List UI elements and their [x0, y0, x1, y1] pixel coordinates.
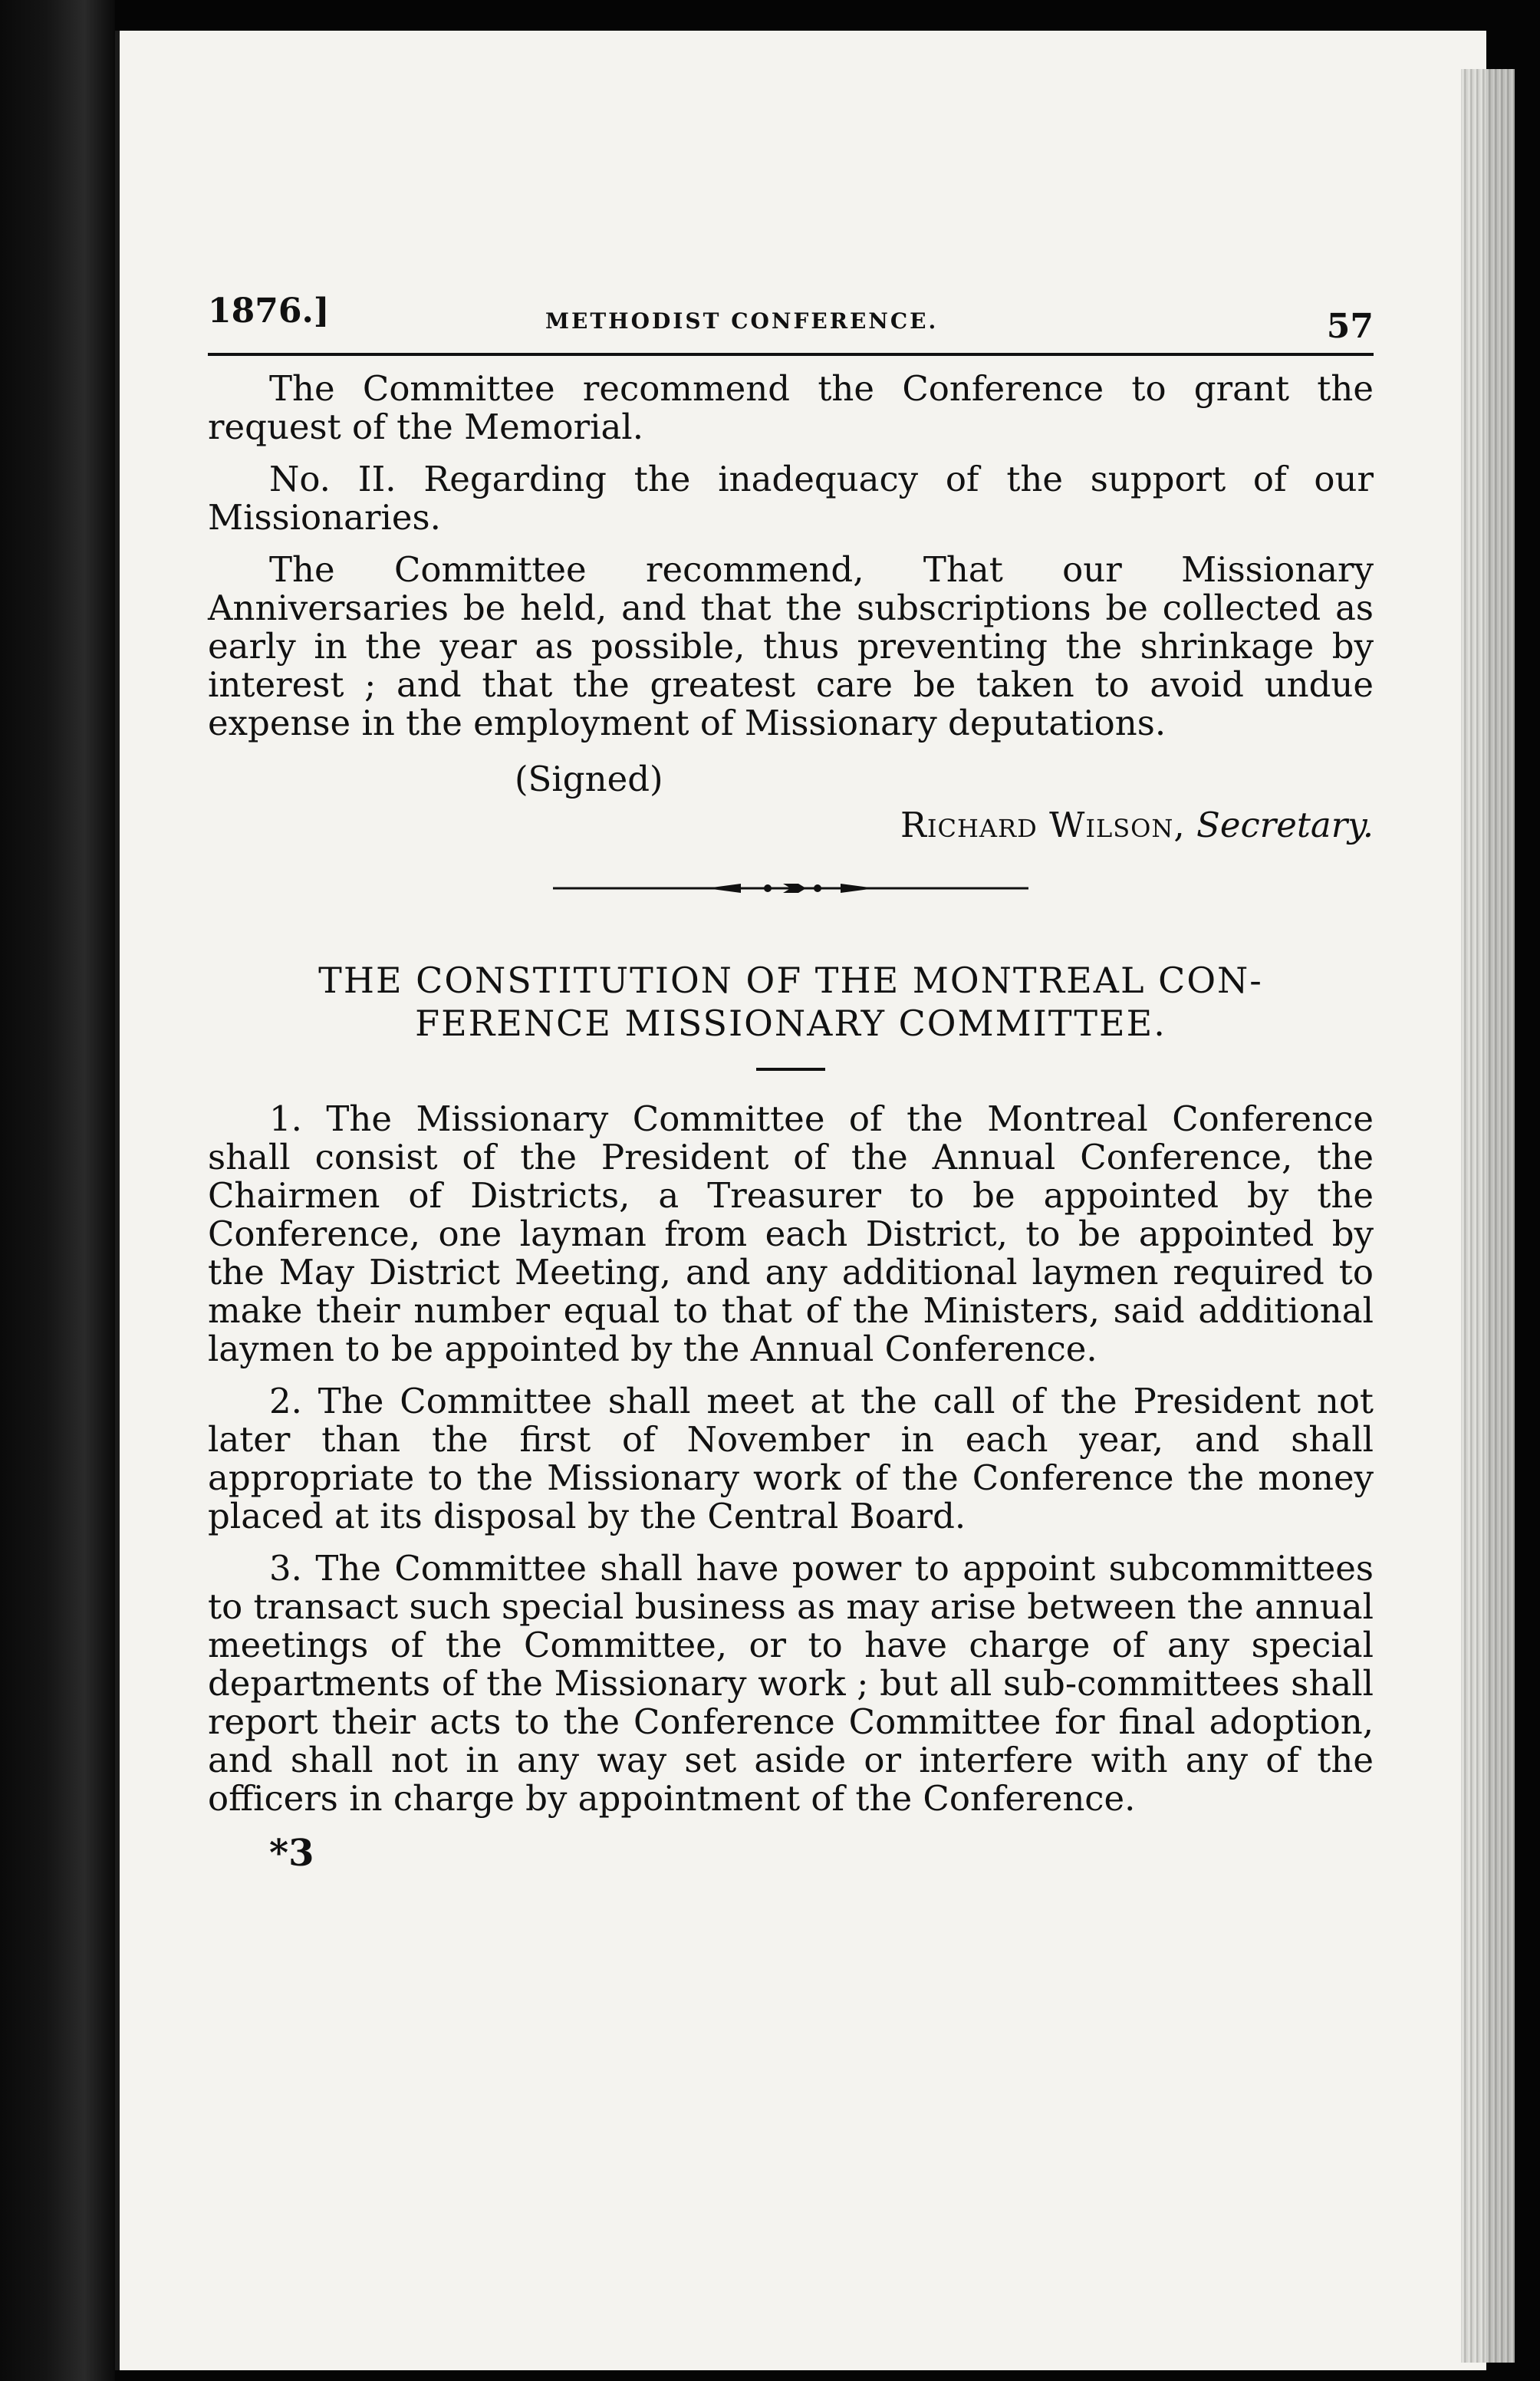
book-page — [115, 31, 1486, 2370]
signed-label: (Signed) — [515, 759, 663, 799]
section-rule — [756, 1068, 825, 1071]
article-2: 2. The Committee shall meet at the call of the President not later than the first of November in each year, and shall appropriate to the Missionary work of the Conference the money placed at its disposal by the Central Board. — [208, 1381, 1374, 1536]
page-number: 57 — [1326, 307, 1374, 346]
section-title-line-2: FERENCE MISSIONARY COMMITTEE. — [415, 1003, 1167, 1044]
paragraph: No. II. Regarding the inadequacy of the support of our Missionaries. — [208, 459, 1374, 538]
article-3: 3. The Committee shall have power to appoint subcommittees to transact such special business as may arise between the annual meetings of the Committee, or to have charge of any special departments of the Missionary work ; but all sub-committees shall report their acts to the Conference Committee for final adoption, and shall not in any way set aside or interfere with any of the officers in charge by appointment of the Conference. — [208, 1548, 1374, 1819]
left-page-edge — [0, 0, 115, 2381]
article-1: 1. The Missionary Committee of the Montreal Conference shall consist of the President of the Annual Conference, the Chairmen of Districts, a Treasurer to be appointed by the Conference, one layman from each District, to be appointed by the May District Meeting, and any additional laymen required to make their number equal to that of the Ministers, said additional laymen to be appointed by the Annual Conference. — [208, 1098, 1374, 1369]
paragraph: The Committee recommend the Conference to grant the request of the Memorial. — [208, 368, 1374, 447]
ornament-rule-icon — [553, 879, 1028, 897]
ornamental-rule — [208, 879, 1374, 897]
signature-mark: *3 — [269, 1832, 314, 1875]
running-head-title: METHODIST CONFERENCE. — [545, 308, 939, 334]
section-title — [208, 959, 1374, 1045]
section-title-line-1: THE CONSTITUTION OF THE MONTREAL CON- — [318, 960, 1263, 1001]
page-content — [208, 284, 1374, 1875]
running-head — [208, 284, 1374, 353]
header-rule — [208, 353, 1374, 356]
signature-name: Richard Wilson, — [900, 805, 1186, 845]
signature-role: Secretary. — [1196, 805, 1374, 845]
signature-line — [208, 802, 1374, 848]
page-edges — [1461, 69, 1515, 2363]
paragraph: The Committee recommend, That our Missionary Anniversaries be held, and that the subscriptions be collected as early in the year as possible, thus preventing the shrinkage by interest ; and that the greatest care be taken to avoid undue expense in the employment of Missionary deputations. — [208, 549, 1374, 743]
running-head-year: 1876.] — [208, 291, 330, 331]
